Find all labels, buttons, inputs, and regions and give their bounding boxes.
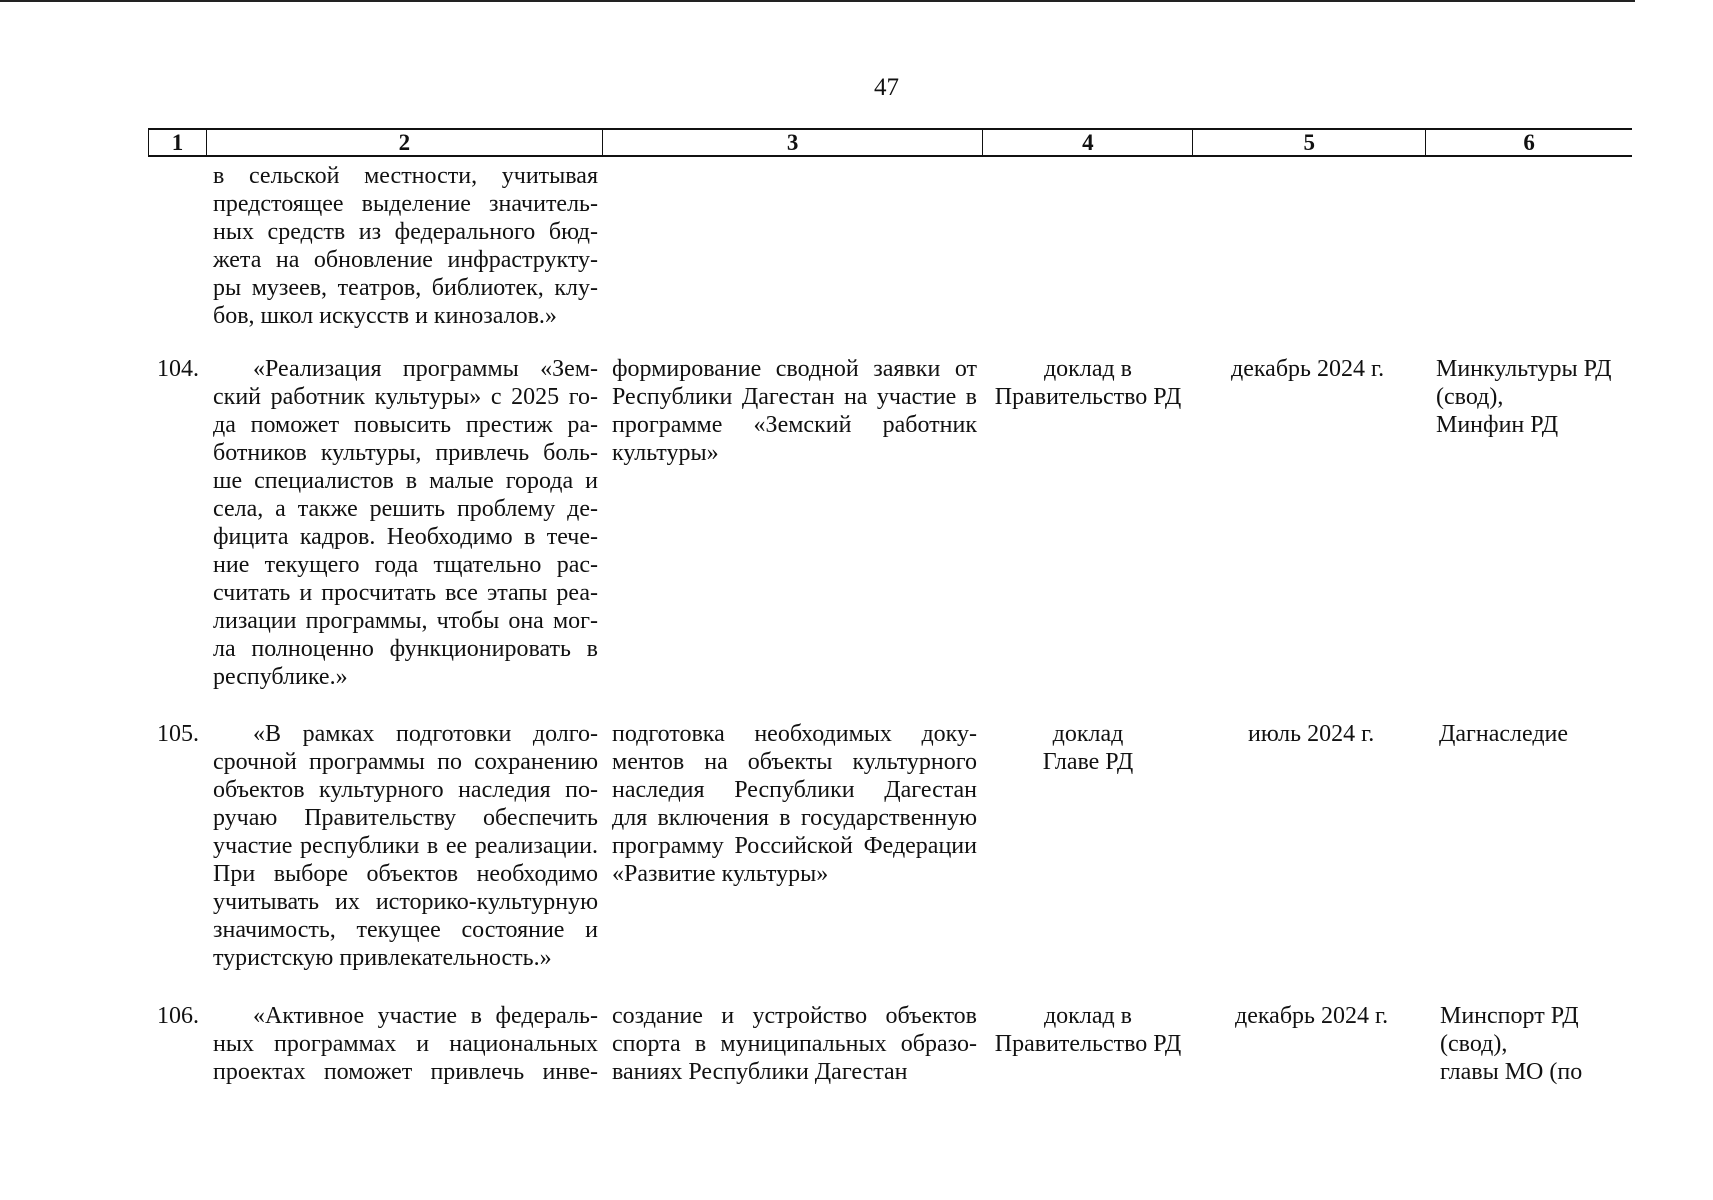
text-line: учитывать их историко-культурную	[213, 889, 598, 915]
text-line: предстоящее выделение значитель-	[213, 191, 598, 217]
row-105-deadline: июль 2024 г.	[1248, 721, 1375, 747]
text-line: ние текущего года тщательно рас-	[213, 552, 598, 578]
row-104-responsible	[1436, 355, 1612, 439]
text-line: значимость, текущее состояние и	[213, 917, 598, 943]
text-line: проектах поможет привлечь инве-	[213, 1059, 598, 1085]
row-104-measure	[612, 355, 977, 467]
column-header-6: 6	[1523, 130, 1535, 155]
text-line: республике.»	[213, 664, 348, 690]
text-line: Правительство РД	[994, 1031, 1182, 1057]
text-line: «В рамках подготовки долго-	[253, 721, 598, 747]
column-header-4: 4	[983, 130, 1193, 155]
text-line: (свод),	[1440, 1031, 1508, 1057]
text-line: «Реализация программы «Зем-	[253, 356, 598, 382]
row-105-form	[988, 720, 1188, 776]
text-line: участие республики в ее реализации.	[213, 833, 598, 859]
text-line: «Развитие культуры»	[612, 861, 829, 887]
text-line: в сельской местности, учитывая	[213, 163, 598, 189]
text-line: ботников культуры, привлечь боль-	[213, 440, 598, 466]
text-line: программе «Земский работник	[612, 412, 977, 438]
row-106-quote	[213, 1002, 598, 1086]
text-line: Главе РД	[1042, 749, 1134, 775]
text-line: объектов культурного наследия по-	[213, 777, 598, 803]
text-line: Дагнаследие	[1439, 721, 1569, 747]
text-line: ных средств из федерального бюд-	[213, 219, 598, 245]
text-line: ла полноценно функционировать в	[213, 636, 598, 662]
text-line: Минспорт РД	[1440, 1003, 1579, 1029]
row-104-deadline: декабрь 2024 г.	[1231, 356, 1385, 382]
text-line: культуры»	[612, 440, 719, 466]
row-106-form	[988, 1002, 1188, 1058]
text-line: срочной программы по сохранению	[213, 749, 598, 775]
page-number: 47	[874, 74, 899, 101]
text-line: ше специалистов в малые города и	[213, 468, 598, 494]
text-line: При выборе объектов необходимо	[213, 861, 598, 887]
text-line: фицита кадров. Необходимо в тече-	[213, 524, 598, 550]
text-line: «Активное участие в федераль-	[253, 1003, 598, 1029]
text-line: ваниях Республики Дагестан	[612, 1059, 908, 1085]
row-104-form	[988, 355, 1188, 411]
text-line: ры музеев, театров, библиотек, клу-	[213, 275, 598, 301]
text-line: доклад в	[1043, 356, 1133, 382]
row-106-measure	[612, 1002, 977, 1086]
table-header	[148, 128, 1632, 157]
row-105-measure	[612, 720, 977, 888]
row-106-number: 106.	[157, 1003, 199, 1029]
text-line: подготовка необходимых доку-	[612, 721, 977, 747]
text-line: создание и устройство объектов	[612, 1003, 977, 1029]
text-line: для включения в государственную	[612, 805, 977, 831]
row-104-number: 104.	[157, 356, 199, 382]
text-line: села, а также решить проблему де-	[213, 496, 598, 522]
row-105-quote	[213, 720, 598, 972]
continuation-text	[213, 162, 598, 330]
text-line: считать и просчитать все этапы реа-	[213, 580, 598, 606]
text-line: (свод),	[1436, 384, 1504, 410]
text-line: жета на обновление инфраструкту-	[213, 247, 598, 273]
text-line: программу Российской Федерации	[612, 833, 977, 859]
text-line: лизации программы, чтобы она мог-	[213, 608, 598, 634]
text-line: Минфин РД	[1436, 412, 1559, 438]
row-104-quote	[213, 355, 598, 691]
text-line: да поможет повысить престиж ра-	[213, 412, 598, 438]
row-105-number: 105.	[157, 721, 199, 747]
text-line: Правительство РД	[994, 384, 1182, 410]
row-106-responsible	[1440, 1002, 1582, 1086]
text-line: Республики Дагестан на участие в	[612, 384, 977, 410]
column-header-2: 2	[207, 130, 603, 155]
column-header-1: 1	[149, 130, 207, 155]
text-line: главы МО (по	[1440, 1059, 1583, 1085]
row-105-responsible	[1439, 720, 1568, 748]
text-line: ментов на объекты культурного	[612, 749, 977, 775]
text-line: Минкультуры РД	[1436, 356, 1612, 382]
column-header-5: 5	[1193, 130, 1426, 155]
text-line: доклад	[1052, 721, 1124, 747]
row-106-deadline: декабрь 2024 г.	[1235, 1003, 1389, 1029]
column-header-3: 3	[603, 130, 984, 155]
text-line: доклад в	[1043, 1003, 1133, 1029]
text-line: туристскую привлекательность.»	[213, 945, 552, 971]
text-line: ных программах и национальных	[213, 1031, 598, 1057]
text-line: спорта в муниципальных образо-	[612, 1031, 977, 1057]
text-line: наследия Республики Дагестан	[612, 777, 977, 803]
text-line: ский работник культуры» с 2025 го-	[213, 384, 598, 410]
text-line: формирование сводной заявки от	[612, 356, 977, 382]
text-line: бов, школ искусств и кинозалов.»	[213, 303, 557, 329]
top-rule	[0, 0, 1635, 2]
text-line: ручаю Правительству обеспечить	[213, 805, 598, 831]
